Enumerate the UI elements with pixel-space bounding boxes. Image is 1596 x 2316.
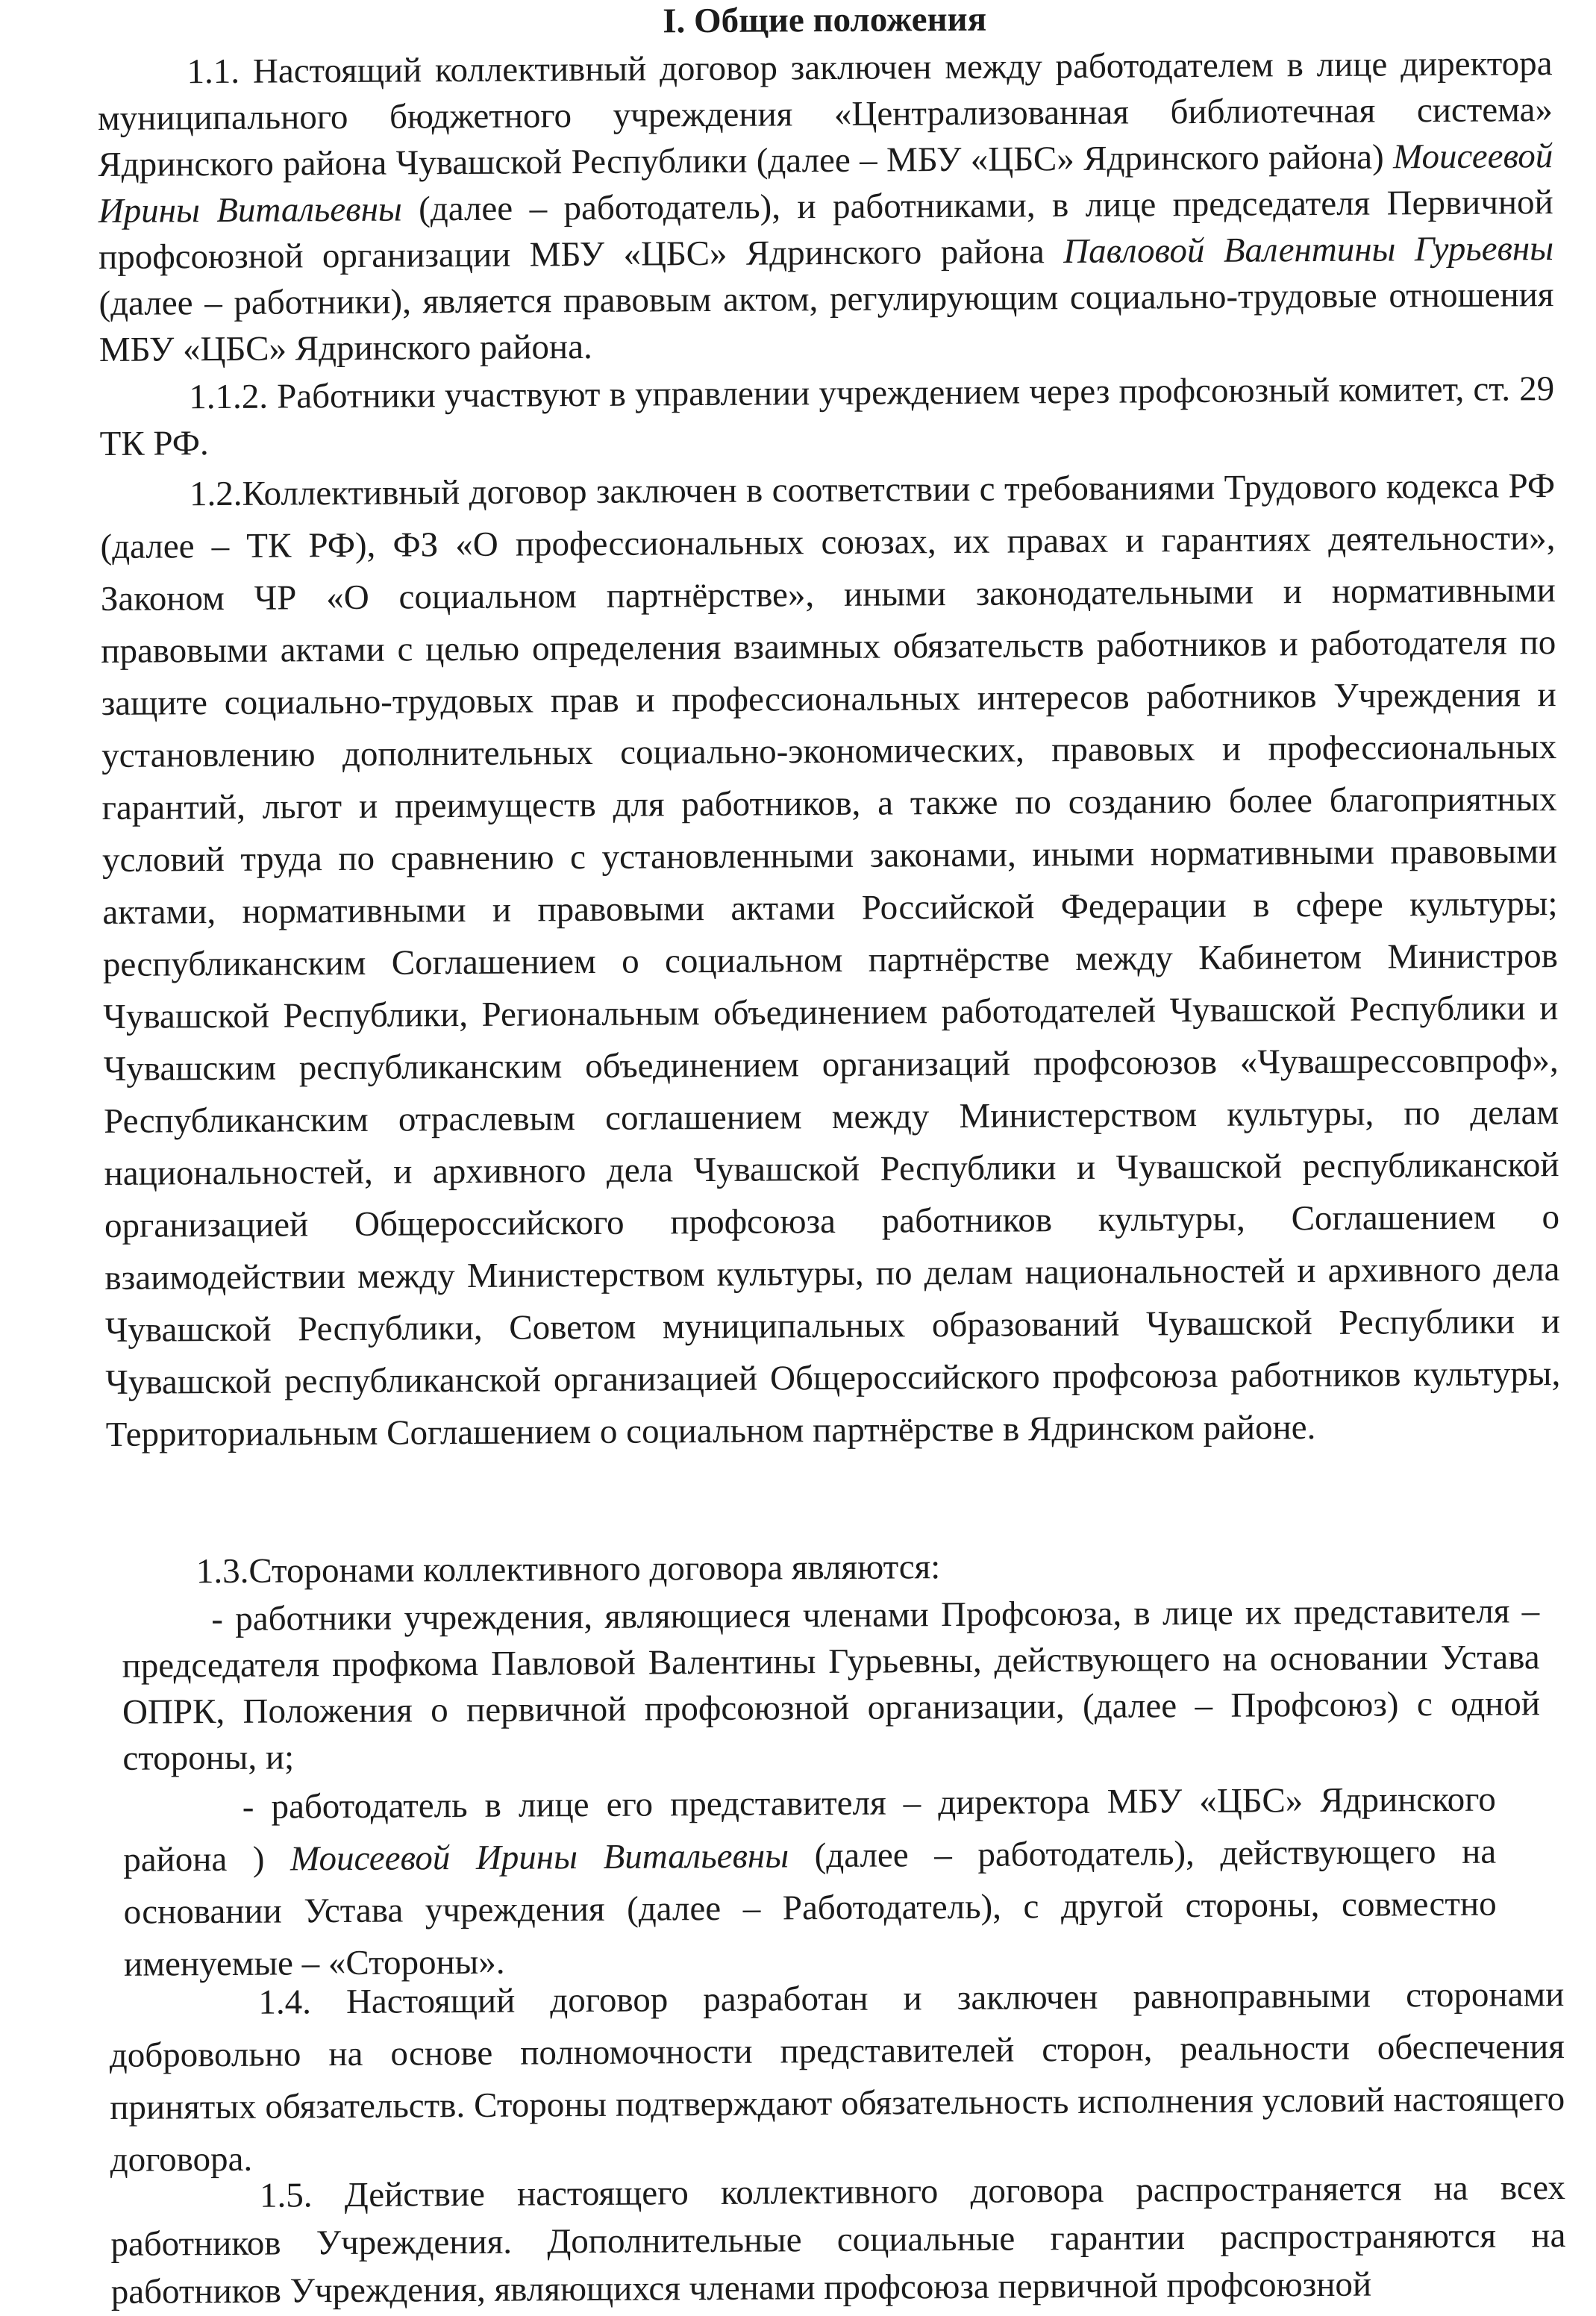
paragraph-1-5: 1.5. Действие настоящего коллективного договора распространяется на всех работников Учреждения. Дополнительные социальные гарантии распространяются на работников Учреждения, являющихся членами профсоюза первичной профсоюзной bbox=[110, 2168, 1566, 2312]
paragraph-1-2: 1.2.Коллективный договор заключен в соответствии с требованиями Трудового кодекса РФ (далее – ТК РФ), ФЗ «О профессиональных союзах, их правах и гарантиях деятельности», Законом ЧР «О социальном партнёрстве», иными законодательными и нормативными правовыми актами с целью определения взаимных обязательств работников и работодателя по защите социально-трудовых прав и профессиональных интересов работников Учреждения и установлению дополнительных социально-экономических, правовых и профессиональных гарантий, льгот и преимуществ для работников, а также по созданию более благоприятных условий труда по сравнению с установленными законами, иными нормативными правовыми актами, нормативными и правовыми актами Российской Федерации в сфере культуры; республиканским Соглашением о социальном партнёрстве между Кабинетом Министров Чувашской Республики, Региональным объединением работодателей Чувашской Республики и Чувашским республиканским объединением организаций профсоюзов «Чувашрессовпроф», Республиканским отраслевым соглашением между Министерством культуры, по делам национальностей, и архивного дела Чувашской Республики и Чувашской республиканской организацией Общероссийского профсоюза работников культуры, Соглашением о взаимодействии между Министерством культуры, по делам национальностей и архивного дела Чувашской Республики, Советом муниципальных образований Чувашской Республики и Чувашской республиканской организацией Общероссийского профсоюза работников культуры, Территориальным Соглашением о социальном партнёрстве в Ядринском районе. bbox=[100, 466, 1561, 1454]
paragraph-1-1-text-a: 1.1. Настоящий коллективный договор заключен между работодателем в лице директора муниципального бюджетного учреждения «Централизованная библиотечная система» Ядринского района Чувашской Республики (далее – МБУ «ЦБС» Ядринского района) bbox=[97, 44, 1553, 184]
paragraph-1-1 bbox=[97, 40, 1554, 373]
union-representative-name: Павловой Валентины Гурьевны bbox=[1063, 229, 1554, 272]
paragraph-1-1-text-c: (далее – работники), является правовым актом, регулирующим социально-трудовые отношения МБУ «ЦБС» Ядринского района. bbox=[98, 275, 1554, 369]
director-name: Моисеевой Ирины Витальевны bbox=[290, 1836, 789, 1879]
employer-representative-name: Моисеевой Ирины Витальевны bbox=[98, 137, 1553, 231]
paragraph-1-3-item-employer-text-b: (далее – работодатель), действующего на основании Устава учреждения (далее – Работодатель), с другой стороны, совместно именуемые – «Стороны». bbox=[123, 1832, 1497, 1984]
paragraph-1-3-item-employer bbox=[123, 1774, 1498, 1991]
paragraph-1-1-text-b: (далее – работодатель), и работниками, в лице председателя Первичной профсоюзной организации МБУ «ЦБС» Ядринского района bbox=[98, 183, 1553, 277]
section-title: I. Общие положения bbox=[663, 0, 987, 41]
paragraph-1-1-2: 1.1.2. Работники участвуют в управлении учреждением через профсоюзный комитет, ст. 29 ТК РФ. bbox=[99, 369, 1555, 463]
paragraph-1-3-item-union: - работники учреждения, являющиеся членами Профсоюза, в лице их представителя – председателя профкома Павловой Валентины Гурьевны, действующего на основании Устава ОПРК, Положения о первичной профсоюзной организации, (далее – Профсоюз) с одной стороны, и; bbox=[122, 1592, 1541, 1778]
paragraph-1-4: 1.4. Настоящий договор разработан и заключен равноправными сторонами добровольно на основе полномочности представителей сторон, реальности обеспечения принятых обязательств. Стороны подтверждают обязательность исполнения условий настоящего договора. bbox=[109, 1975, 1565, 2179]
paragraph-1-3: 1.3.Сторонами коллективного договора являются: bbox=[195, 1547, 941, 1592]
paragraph-1-3-item-employer-text-a: - работодатель в лице его представителя – директора МБУ «ЦБС» Ядринского района ) bbox=[123, 1780, 1496, 1880]
document-page bbox=[97, 0, 1566, 2312]
